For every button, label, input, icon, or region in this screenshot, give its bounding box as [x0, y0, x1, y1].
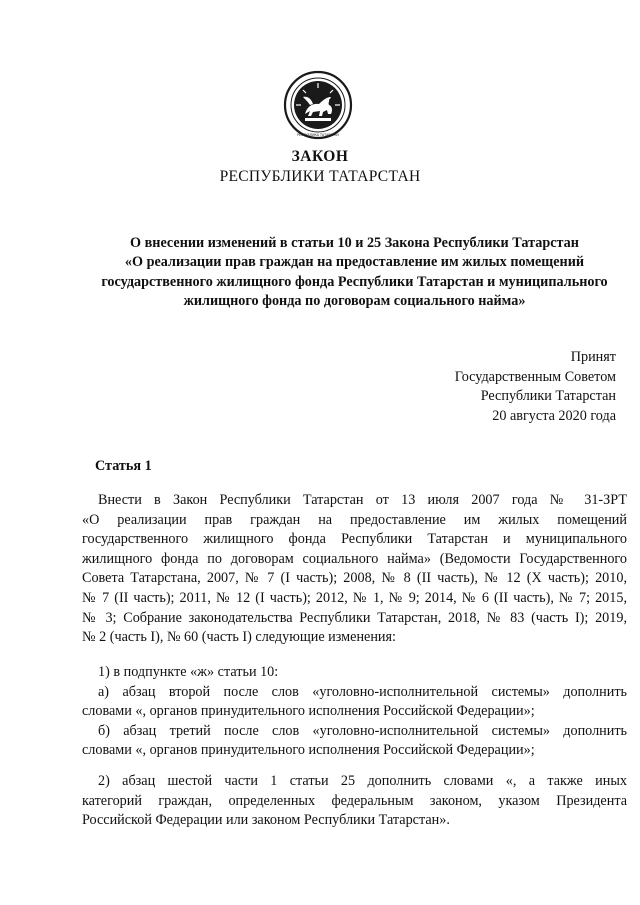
text-line: словами «, органов принудительного исполнения Российской Федерации»; — [82, 703, 535, 720]
law-subtitle: РЕСПУБЛИКИ ТАТАРСТАН — [219, 168, 421, 185]
law-title: ЗАКОН — [291, 148, 349, 165]
article-title: Статья 1 — [95, 458, 152, 474]
text-line: государственного жилищного фонда Республики Татарстан и муниципального — [82, 531, 627, 548]
adoption-line: Государственным Советом — [454, 368, 616, 385]
tatarstan-coat-of-arms-icon — [283, 70, 353, 140]
heading-line: жилищного фонда по договорам социального найма» — [183, 293, 526, 310]
text-line: 2) абзац шестой части 1 статьи 25 дополнить словами «, а также иных — [98, 773, 627, 789]
text-line: б) абзац третий после слов «уголовно-исполнительной системы» дополнить — [98, 722, 627, 739]
text-line: жилищного фонда по договорам социального найма» (Ведомости Государственного — [82, 550, 627, 567]
text-line: категорий граждан, определенных федеральным законом, указом Президента — [82, 792, 627, 809]
text-line: «О реализации прав граждан на предоставление им жилых помещений — [82, 511, 627, 528]
text-line: № 7 (II часть); 2011, № 12 (I часть); 2012, № 1, № 9; 2014, № 6 (II часть), № 7; 2015, — [82, 589, 627, 606]
text-line: Российской Федерации или законом Республики Татарстан». — [82, 812, 450, 829]
emblem-ring-text: РЕСПУБЛИКА ТАТАРСТАН — [297, 133, 339, 137]
text-line: словами «, органов принудительного исполнения Российской Федерации»; — [82, 742, 535, 759]
article-intro-paragraph — [82, 491, 627, 648]
text-line: а) абзац второй после слов «уголовно-исполнительной системы» дополнить — [98, 683, 627, 700]
heading-line: О внесении изменений в статьи 10 и 25 Закона Республики Татарстан — [130, 235, 579, 251]
heading-line: «О реализации прав граждан на предоставление им жилых помещений — [124, 254, 585, 271]
adoption-line: Республики Татарстан — [480, 388, 616, 405]
text-line: Внести в Закон Республики Татарстан от 13 июля 2007 года № 31-ЗРТ — [98, 492, 627, 508]
adoption-block — [455, 348, 616, 426]
text-line: 1) в подпункте «ж» статьи 10: — [98, 664, 279, 680]
article-item-1 — [82, 663, 627, 761]
adoption-line: Принят — [570, 349, 616, 365]
heading-line: государственного жилищного фонда Республики Татарстан и муниципального — [101, 273, 608, 290]
document-heading — [82, 234, 627, 312]
text-line: № 3; Собрание законодательства Республики Татарстан, 2018, № 83 (часть I); 2019, — [82, 609, 627, 626]
text-line: Совета Татарстана, 2007, № 7 (I часть); 2008, № 8 (II часть), № 12 (X часть); 2010, — [82, 570, 627, 587]
adoption-date: 20 августа 2020 года — [492, 407, 616, 424]
article-item-2 — [82, 772, 627, 831]
text-line: № 2 (часть I), № 60 (часть I) следующие изменения: — [82, 629, 396, 646]
